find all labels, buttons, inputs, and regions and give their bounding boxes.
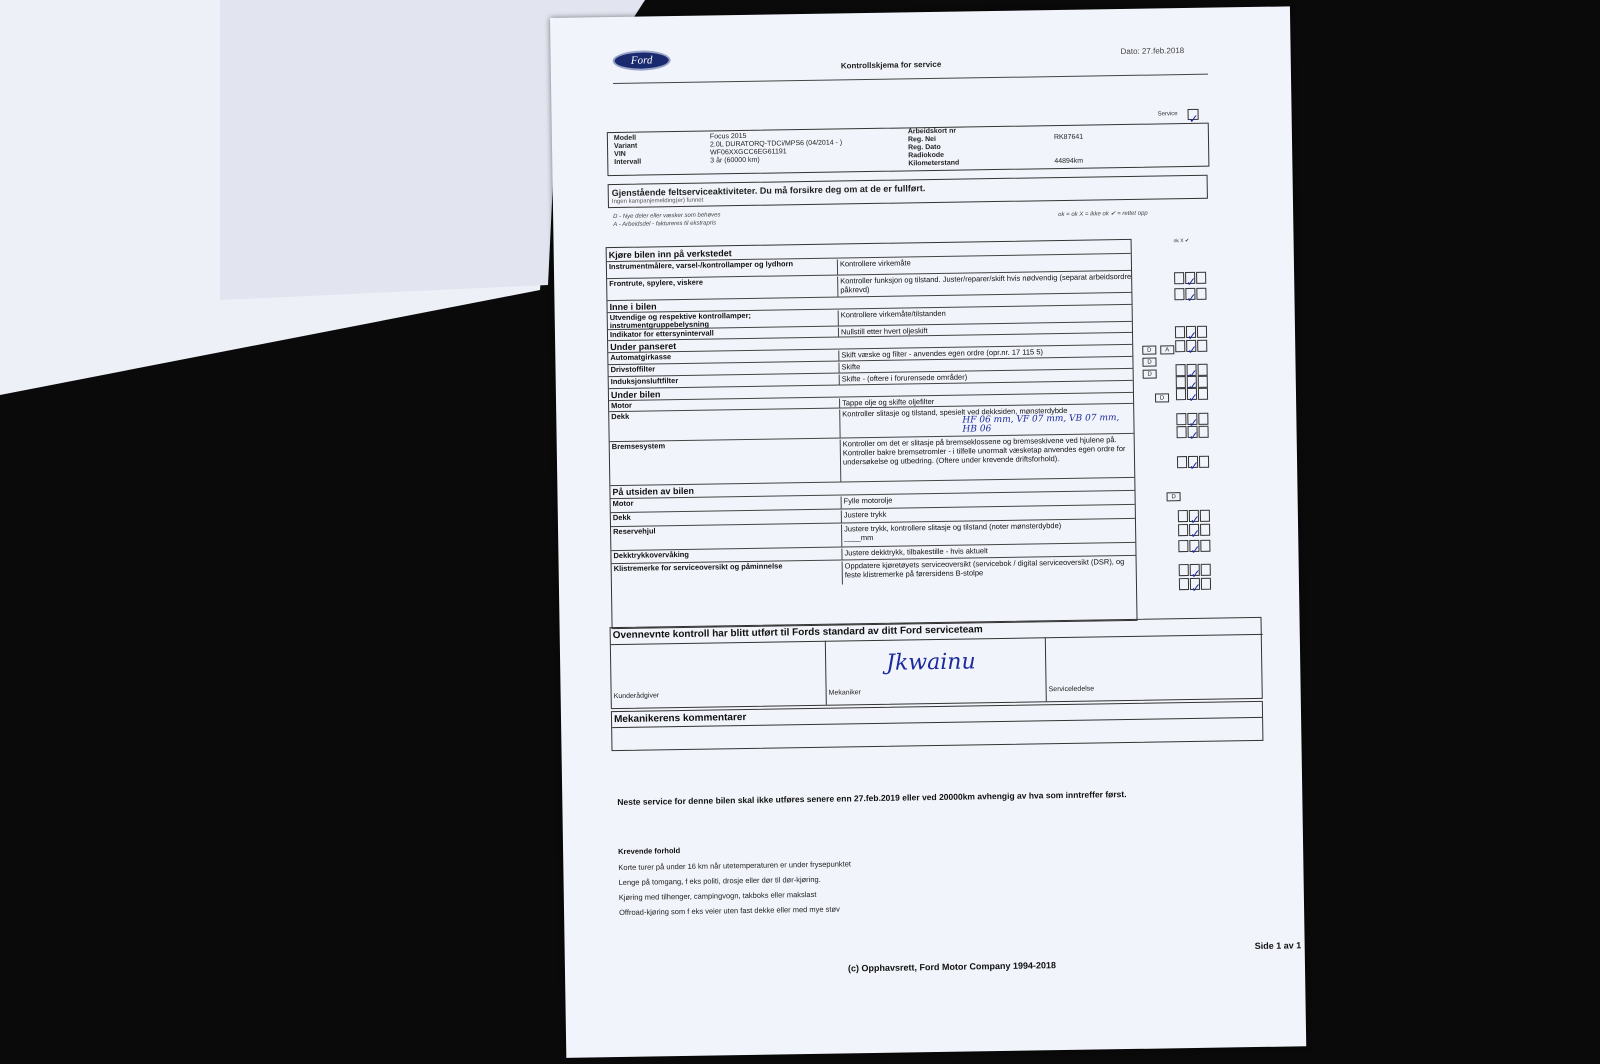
check-cell[interactable] (1197, 340, 1207, 352)
check-cell[interactable] (1196, 288, 1206, 300)
checkmark-icon: ✓ (1187, 366, 1198, 382)
check-cell[interactable] (1175, 326, 1185, 338)
row-action: Justere dekktrykk, tilbakestille - hvis aktuelt (841, 544, 1137, 561)
section-exterior: På utsiden av bilen (612, 485, 695, 498)
row-item: Frontrute, spylere, viskere (609, 277, 704, 289)
check-cell[interactable] (1176, 364, 1186, 376)
page-number: Side 1 av 1 (1254, 940, 1302, 952)
row-item: Drivstoffilter (610, 364, 656, 375)
mechanic-label: Mekaniker (828, 689, 861, 697)
check-cell[interactable] (1176, 388, 1186, 400)
check-cell[interactable] (1189, 540, 1201, 558)
workorder-label: Arbeidskort nr (907, 127, 957, 136)
check-cell[interactable] (1200, 510, 1210, 522)
checkmark-icon: ✓ (1190, 542, 1201, 558)
section-interior: Inne i bilen (609, 301, 657, 313)
check-cell[interactable] (1190, 578, 1202, 596)
advisor-cell[interactable] (611, 641, 827, 708)
next-service-notice: Neste service for denne bilen skal ikke utføres senere enn 27.feb.2019 eller ved 20000km avhengig av hva som inntreffer først. (617, 789, 1127, 808)
checkmark-icon: ✓ (1188, 428, 1199, 444)
check-cell[interactable] (1179, 564, 1189, 576)
check-cell[interactable] (1200, 524, 1210, 536)
check-cell[interactable] (1187, 364, 1198, 382)
row-action: Oppdatere kjøretøyets serviceoversikt (servicebok / digital serviceoversikt (DSR), og feste klistremerke på førersidens B-stolpe (842, 557, 1138, 585)
row-action: Kontrollere virkemåte/tilstanden (838, 306, 1134, 327)
campaign-title: Gjenstående feltserviceaktiviteter. Du må forsikre deg om at de er fullført. (611, 183, 926, 199)
demanding-condition-item: Lenge på tomgang, f eks politi, drosje eller dør til dør-kjøring. (618, 874, 821, 888)
checkmark-icon: ✓ (1189, 458, 1200, 474)
row-action: Kontroller funksjon og tilstand. Juster/reparer/skift hvis nødvendig (separat arbeidsordre påkrevd) (837, 272, 1133, 298)
demanding-condition-item: Korte turer på under 16 km når utetemperaturen er under frysepunktet (618, 859, 852, 873)
check-cell[interactable] (1187, 426, 1199, 444)
checkmark-icon: ✓ (1190, 526, 1201, 542)
row-action: Skift væske og filter - anvendes egen ordre (opr.nr. 17 115 5) (838, 346, 1134, 362)
section-arrival: Kjøre bilen inn på verkstedet (608, 248, 732, 261)
signoff-box (610, 617, 1263, 709)
mileage-label: Kilometerstand (908, 159, 960, 168)
check-cell[interactable] (1188, 456, 1200, 474)
mechanic-cell[interactable] (826, 637, 1047, 704)
check-cell[interactable] (1179, 578, 1189, 590)
row-action: Skifte (838, 358, 1134, 374)
check-cell[interactable] (1175, 340, 1185, 352)
vehicle-label-interval: Intervall (614, 158, 642, 167)
demanding-conditions-title: Krevende forhold (618, 846, 681, 857)
row-item: Bremsesystem (611, 441, 666, 452)
row-item: Automatgirkasse (610, 352, 672, 363)
check-cell[interactable] (1174, 272, 1184, 284)
row-item: Dekktrykkovervåking (613, 549, 689, 561)
vehicle-interval: 3 år (60000 km) (710, 156, 760, 165)
row-item: Dekk (612, 512, 631, 523)
vehicle-variant: 2.0L DURATORQ-TDCi/MPS6 (04/2014 - ) (709, 139, 843, 149)
checkmark-icon: ✓ (1186, 290, 1197, 306)
check-cell[interactable] (1187, 376, 1199, 394)
check-cell[interactable] (1187, 388, 1199, 406)
comments-title: Mekanikerens kommentarer (613, 712, 747, 726)
check-cell[interactable] (1178, 510, 1188, 522)
legend-status: ok = ok X = ikke ok ✔ = rettet opp (1058, 210, 1148, 219)
vehicle-label-variant: Variant (613, 142, 638, 151)
checkmark-icon: ✓ (1190, 566, 1201, 582)
vehicle-label-vin: VIN (614, 150, 626, 159)
ok-column-header: ok X ✔ (1173, 237, 1190, 245)
check-cell[interactable] (1176, 376, 1186, 388)
code-d: D (1155, 393, 1169, 402)
check-cell[interactable] (1198, 413, 1208, 425)
demanding-condition-item: Offroad-kjøring som f eks veier uten fast dekke eller med mye støv (618, 904, 840, 918)
spare-tread-depth-unit: ____mm (844, 532, 874, 543)
row-item: Dekk (611, 411, 630, 422)
check-cell[interactable] (1174, 288, 1184, 300)
regdate-label: Reg. Dato (908, 143, 941, 152)
check-cell[interactable] (1201, 564, 1211, 576)
row-item: Indikator for ettersynintervall (609, 328, 714, 340)
check-cell[interactable] (1189, 524, 1201, 542)
check-cell[interactable] (1185, 272, 1197, 290)
section-under-car: Under bilen (610, 389, 661, 401)
ford-logo: Ford (613, 50, 671, 71)
row-item: Klistremerke for serviceoversikt og påminnelse (613, 561, 783, 574)
vehicle-model: Focus 2015 (709, 132, 747, 141)
check-cell[interactable] (1198, 364, 1208, 376)
row-action: Justere trykk (841, 506, 1137, 524)
legend-a: A - Arbeidsdel - faktureres til ekstrapris (613, 220, 717, 229)
check-cell[interactable] (1185, 288, 1197, 306)
check-cell[interactable] (1197, 326, 1207, 338)
check-cell[interactable] (1201, 578, 1211, 590)
form-date: Dato: 27.feb.2018 (1120, 46, 1185, 57)
check-cell[interactable] (1178, 524, 1188, 536)
row-item: Utvendige og respektive kontrollamper; instrumentgruppebelysning (609, 310, 752, 331)
checkmark-icon: ✓ (1187, 342, 1198, 358)
check-cell[interactable] (1176, 413, 1186, 425)
comments-box[interactable] (611, 701, 1264, 751)
row-action-text: Justere trykk, kontrollere slitasje og tilstand (noter mønsterdybde) (843, 521, 1062, 534)
check-cell[interactable] (1196, 272, 1206, 284)
check-cell[interactable] (1178, 540, 1188, 552)
row-action: Nullstill etter hvert oljeskift (838, 323, 1134, 338)
checkmark-icon: ✓ (1187, 378, 1199, 394)
management-label: Serviceledelse (1048, 685, 1095, 694)
code-d: D (1143, 370, 1157, 379)
code-d: D (1142, 358, 1156, 367)
row-item: Motor (612, 498, 634, 509)
check-cell[interactable] (1186, 326, 1198, 344)
code-d: D (1142, 346, 1156, 355)
check-cell[interactable] (1198, 388, 1208, 400)
checkmark-icon: ✓ (1187, 390, 1199, 406)
check-cell[interactable] (1186, 340, 1198, 358)
row-action: Kontrollere virkemåte (837, 255, 1133, 276)
row-item: Induksjonsluftfilter (610, 376, 679, 387)
check-cell[interactable] (1198, 426, 1208, 438)
checkmark-icon: ✓ (1190, 580, 1202, 596)
management-cell[interactable] (1046, 634, 1264, 701)
check-cell[interactable] (1176, 426, 1186, 438)
advisor-label: Kunderådgiver (613, 692, 660, 701)
check-cell[interactable] (1177, 456, 1187, 468)
demanding-condition-item: Kjøring med tilhenger, campingvogn, takboks eller makslast (618, 889, 817, 903)
service-checkbox[interactable] (1188, 109, 1199, 126)
row-action: Skifte - (oftere i forurensede områder) (839, 370, 1135, 386)
checkmark-icon: ✓ (1189, 512, 1201, 528)
vehicle-info-box (607, 123, 1210, 176)
form-title: Kontrollskjema for service (840, 59, 942, 71)
checklist-table (606, 239, 1176, 629)
campaign-box (608, 175, 1208, 208)
vehicle-label-model: Modell (613, 134, 637, 143)
legend-d: D - Nye deler eller væsker som behøves (613, 212, 721, 221)
section-under-hood: Under panseret (610, 341, 677, 353)
code-d: D (1167, 492, 1181, 501)
check-cell[interactable] (1187, 413, 1199, 431)
mileage-value: 44894km (1054, 157, 1084, 166)
row-item: Reservehjul (613, 526, 656, 537)
row-action: Tappe olje og skifte oljefilter (839, 394, 1135, 409)
campaign-subtitle: Ingen kampanjemelding(er) funnet (611, 197, 704, 206)
row-action: Fylle motorolje (841, 492, 1137, 510)
checkmark-icon: ✓ (1186, 274, 1197, 290)
regno-value: RK87641 (1053, 133, 1084, 142)
check-cell[interactable] (1200, 540, 1210, 552)
service-form-document (550, 6, 1306, 1057)
check-cell[interactable] (1199, 456, 1209, 468)
row-item: Instrumentmålere, varsel-/kontrollamper og lydhorn (608, 259, 794, 272)
check-cell[interactable] (1189, 510, 1201, 528)
copyright: (c) Opphavsrett, Ford Motor Company 1994-2018 (847, 960, 1057, 974)
check-cell[interactable] (1190, 564, 1201, 582)
check-cell[interactable] (1198, 376, 1208, 388)
check-column (1174, 248, 1219, 596)
regno-label: Reg. Nei (907, 135, 937, 144)
service-label: Service (1157, 111, 1178, 118)
header-divider (613, 74, 1208, 84)
vehicle-vin: WF06XXGCC6EG61191 (710, 148, 787, 157)
checkmark-icon: ✓ (1188, 111, 1199, 126)
mechanic-signature: Jkwainu (885, 649, 976, 676)
signoff-title: Ovennevnte kontroll har blitt utført til Fords standard av ditt Ford serviceteam (612, 624, 983, 642)
row-item: Motor (611, 400, 632, 411)
radiocode-label: Radiokode (908, 151, 945, 160)
tread-depth-handwritten: HF 06 mm, VF 07 mm, VB 07 mm, HB 06 (962, 413, 1120, 435)
row-action-text: Kontroller slitasje og tilstand, spesielt ved dekksiden, mønsterdybde (842, 405, 1068, 419)
checkmark-icon: ✓ (1188, 415, 1199, 431)
row-action: Kontroller om det er slitasje på bremseklossene og bremseskivene ved hjulene på. Kontroller bakre bremsetromler - i tilfelle unormalt væsketap anvendes egen ordre for undersøkelse og utbedring. (Oftere under krevende driftsforhold). (840, 435, 1137, 483)
code-a: A (1160, 345, 1174, 354)
checkmark-icon: ✓ (1186, 328, 1198, 344)
